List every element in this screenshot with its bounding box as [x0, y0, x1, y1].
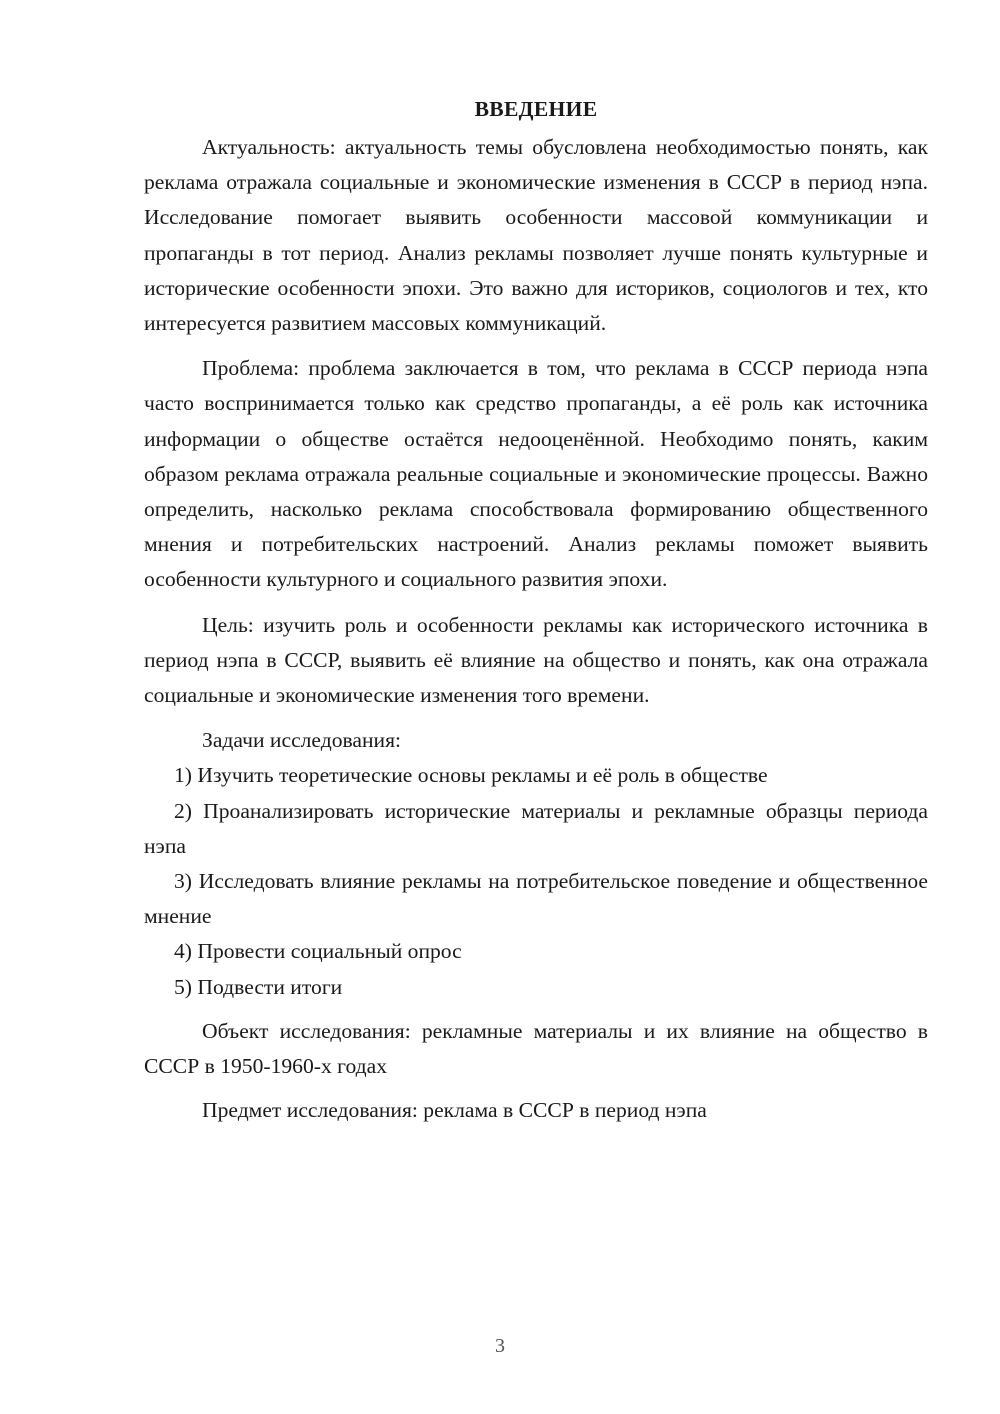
relevance-paragraph: Актуальность: актуальность темы обусловлена необходимостью понять, как реклама отражала социальные и экономические изменения в СССР в период нэпа. Исследование помогает выявить особенности массовой коммуникации и пропаганды в тот период. Анализ рекламы позволяет лучше понять культурные и исторические особенности эпохи. Это важно для историков, социологов и тех, кто интересуется развитием массовых коммуникаций. — [144, 135, 928, 336]
object-paragraph: Объект исследования: рекламные материалы и их влияние на общество в СССР в 1950-1960-х годах — [144, 1018, 928, 1079]
task-item: 3) Исследовать влияние рекламы на потребительское поведение и общественное мнение — [144, 869, 928, 929]
task-item: 1) Изучить теоретические основы рекламы и её роль в обществе — [174, 763, 768, 788]
task-item: 4) Провести социальный опрос — [174, 939, 462, 964]
goal-paragraph: Цель: изучить роль и особенности рекламы как исторического источника в период нэпа в СССР, выявить её влияние на общество и понять, как она отражала социальные и экономические изменения того времени. — [144, 612, 928, 708]
page-number: 3 — [495, 1335, 505, 1357]
task-item: 5) Подвести итоги — [174, 974, 343, 999]
task-item: 2) Проанализировать исторические материалы и рекламные образцы периода нэпа — [144, 798, 928, 858]
problem-paragraph: Проблема: проблема заключается в том, что реклама в СССР периода нэпа часто воспринимается только как средство пропаганды, а её роль как источника информации о обществе остаётся недооценённой. Необходимо понять, каким образом реклама отражала реальные социальные и экономические процессы. Важно определить, насколько реклама способствовала формированию общественного мнения и потребительских настроений. Анализ рекламы поможет выявить особенности культурного и социального развития эпохи. — [144, 356, 928, 592]
tasks-list — [144, 758, 928, 1004]
tasks-heading: Задачи исследования: — [202, 728, 402, 753]
page-content — [144, 92, 928, 1128]
subject-paragraph: Предмет исследования: реклама в СССР в период нэпа — [202, 1098, 707, 1123]
section-title: ВВЕДЕНИЕ — [474, 97, 598, 121]
